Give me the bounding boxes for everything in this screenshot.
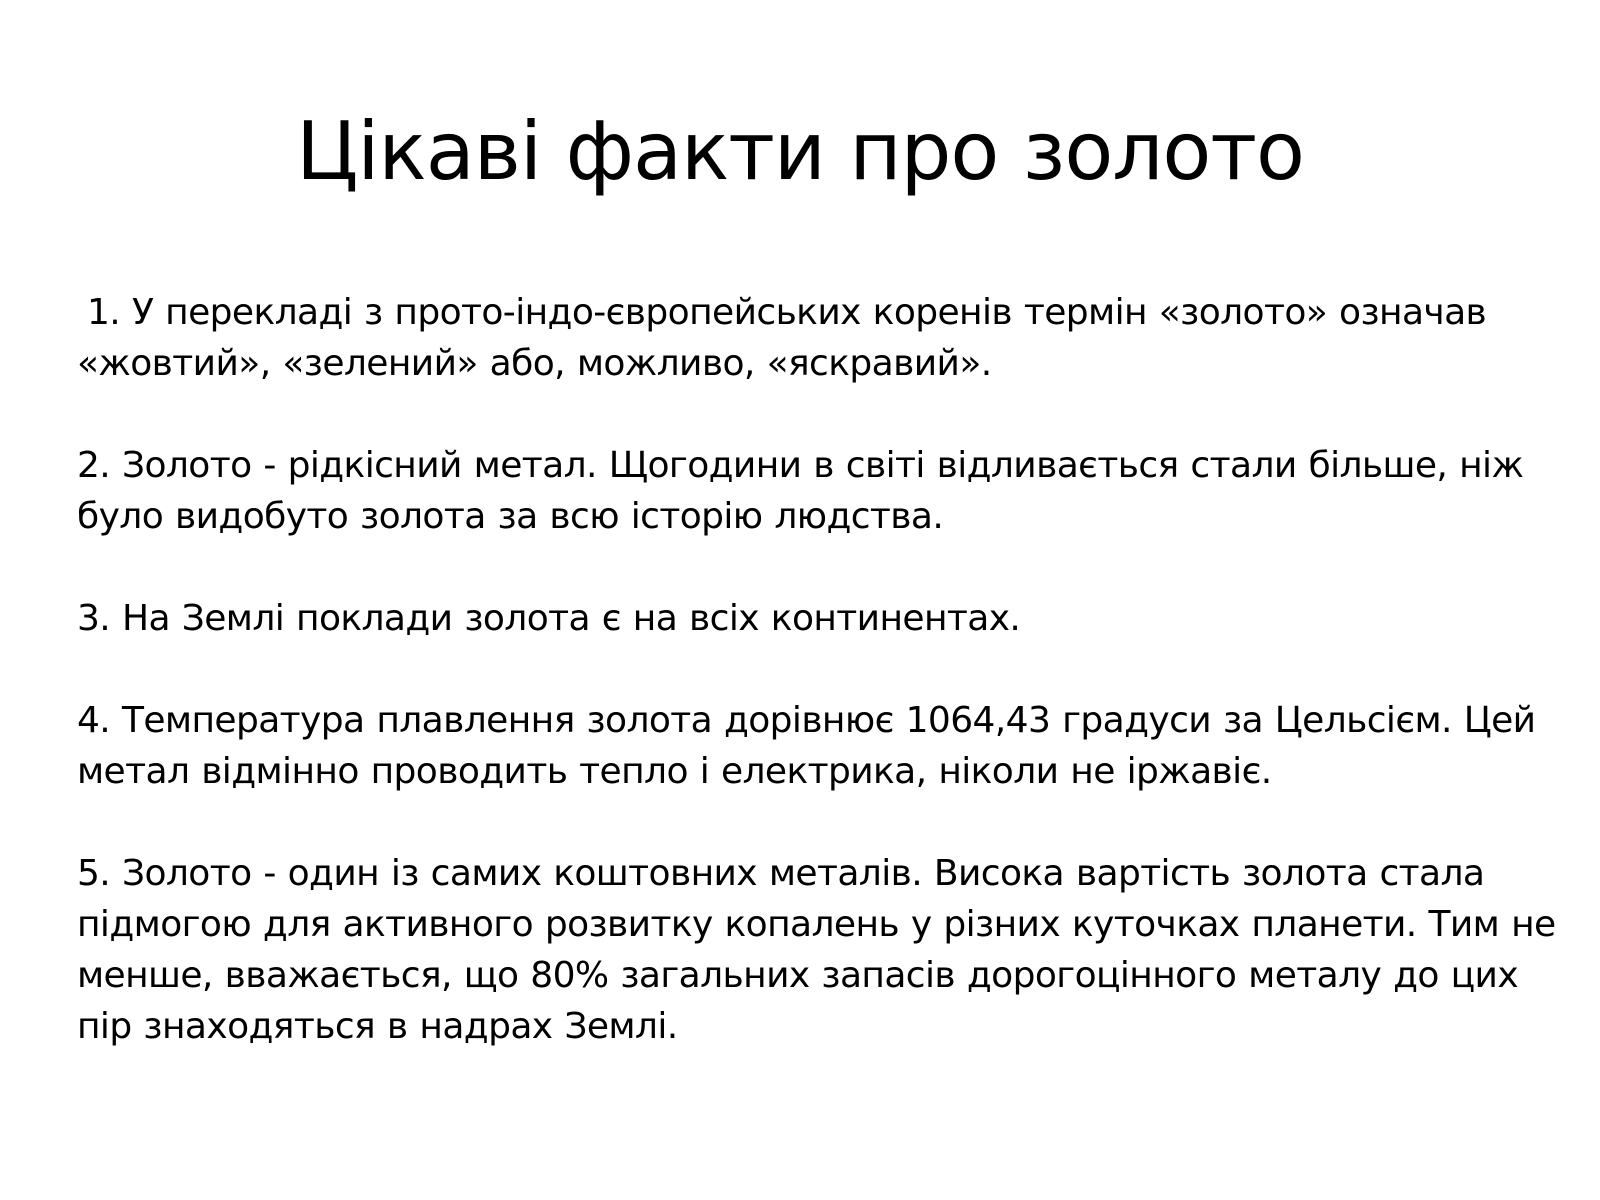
fact-item-4: 4. Температура плавлення золота дорівнює 1064,43 градуси за Цельсієм. Цей метал відмінно проводить тепло і електрика, ніколи не іржавіє.: [77, 700, 1536, 792]
fact-item-5: 5. Золото - один із самих коштовних металів. Висока вартість золота стала підмогою для активного розвитку копалень у різних куточках планети. Тим не менше, вважається, що 80% загальних запасів дорогоцінного металу до цих пір знаходяться в надрах Землі.: [77, 853, 1556, 1047]
facts-list: [77, 287, 1567, 1103]
fact-item-3: 3. На Землі поклади золота є на всіх континентах.: [77, 598, 1021, 639]
fact-item-2: 2. Золото - рідкісний метал. Щогодини в світі відливається стали більше, ніж було видобуто золота за всю історію людства.: [77, 445, 1524, 537]
slide-title: Цікаві факти про золото: [296, 105, 1304, 198]
fact-item-1: 1. У перекладі з прото-індо-європейських коренів термін «золото» означав «жовтий», «зелений» або, можливо, «яскравий».: [77, 292, 1487, 384]
